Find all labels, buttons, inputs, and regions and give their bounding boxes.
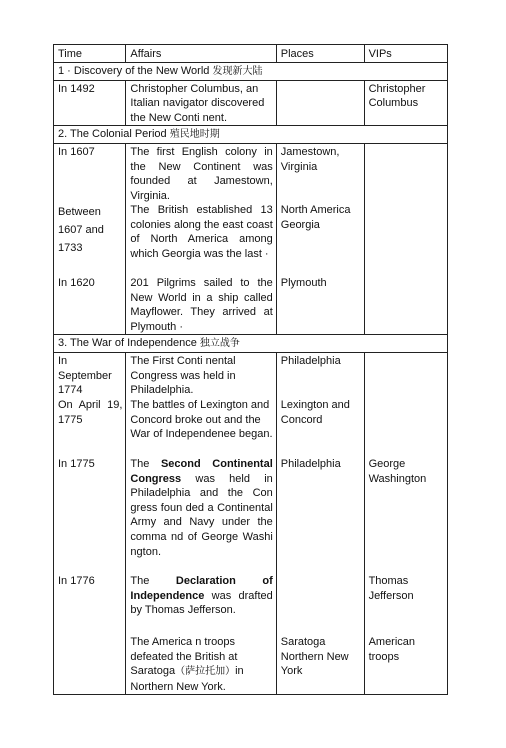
entry-place: Saratoga Northern New York <box>280 635 349 678</box>
entry-place: Philadelphia <box>280 457 341 470</box>
entry-affair: The British established 13 colonies along the east coast of North America among which Georgia was the last · <box>130 203 273 260</box>
vip-cell <box>364 352 447 694</box>
section-title <box>54 335 448 353</box>
entry-affair: The First Conti nental Congress was held in Philadelphia. <box>130 354 236 397</box>
entry-time: In 1620 <box>58 276 95 289</box>
entry-affair <box>130 457 272 574</box>
entry-affair <box>130 574 272 635</box>
section-title-en: 2. The Colonial Period <box>58 128 167 141</box>
section-title-zh: 发现新大陆 <box>212 66 263 77</box>
header-places: Places <box>276 45 364 63</box>
section-title-zh: 独立战争 <box>199 338 240 350</box>
place-cell <box>276 80 364 126</box>
section-title-en: 3. The War of Independence <box>58 337 197 350</box>
time-cell: In 1492 <box>54 80 126 126</box>
entry-affair: The battles of Lexington and Concord broke out and the War of Independenee began. <box>130 398 273 441</box>
affair-cell <box>126 352 276 694</box>
section-title-zh: 殖民地时期 <box>169 129 220 141</box>
entry-place: Plymouth <box>280 276 327 289</box>
affair-text: The America n troops defeated the British at Saratoga <box>130 635 238 678</box>
header-affairs: Affairs <box>126 45 276 63</box>
history-table <box>53 44 448 695</box>
entry-vip: Thomas Jefferson <box>368 574 414 602</box>
entry-vip: American troops <box>368 635 416 663</box>
affair-text: was drafted by Thomas Jefferson. <box>130 589 273 617</box>
affair-cell <box>126 143 276 334</box>
header-row <box>54 45 448 63</box>
affair-text: The <box>130 574 176 587</box>
entry-affair <box>130 635 272 694</box>
section-row <box>54 126 448 144</box>
time-cell <box>54 352 126 694</box>
header-time: Time <box>54 45 126 63</box>
entry-place: Lexington and Concord <box>280 398 350 426</box>
entry-vip: George Washington <box>368 457 427 485</box>
entry-affair: The first English colony in the New Continent was founded at Jamestown, Virginia. <box>130 145 273 202</box>
entry-place: Jamestown, Virginia <box>280 145 340 173</box>
section-row <box>54 63 448 81</box>
affair-text: was held in Philadelphia and the Con gress foun ded a Continental Army and Navy under the comma nd of George Washi ngton. <box>130 472 273 558</box>
section-title-en: 1 · Discovery of the New World <box>58 65 210 77</box>
vip-cell: Christopher Columbus <box>364 80 447 126</box>
entry-place: Philadelphia <box>280 354 341 367</box>
header-vips: VIPs <box>364 45 447 63</box>
affair-text: The <box>130 457 161 470</box>
place-cell <box>276 352 364 694</box>
affair-cell: Christopher Columbus, an Italian navigator discovered the New Conti nent. <box>126 80 276 126</box>
entry-affair: 201 Pilgrims sailed to the New World in a ship called Mayflower. They arrived at Plymouth · <box>130 276 273 333</box>
entry-vip-spacer <box>369 354 444 457</box>
entry-time: In 1607 <box>58 145 95 158</box>
table-row <box>54 143 448 334</box>
entry-time: In 1775 <box>58 457 95 470</box>
entry-time: On April 19, 1775 <box>58 398 123 426</box>
table-row <box>54 80 448 126</box>
section-row <box>54 335 448 353</box>
place-cell <box>276 143 364 334</box>
entry-time: In 1776 <box>58 574 95 587</box>
vip-cell <box>364 143 447 334</box>
affair-text: in Northern New York. <box>130 665 244 693</box>
table-row <box>54 352 448 694</box>
entry-time: Between 1607 and 1733 <box>58 205 104 254</box>
section-title <box>54 126 448 144</box>
time-cell <box>54 143 126 334</box>
affair-zh-text: （萨拉托加） <box>175 666 236 678</box>
affair-bold-text: Declaration of Independence <box>130 574 273 602</box>
entry-time: In September 1774 <box>58 354 112 397</box>
section-title <box>54 63 448 81</box>
entry-place: North America Georgia <box>280 203 351 231</box>
affair-bold-text: Second Continental Congress <box>130 457 273 485</box>
